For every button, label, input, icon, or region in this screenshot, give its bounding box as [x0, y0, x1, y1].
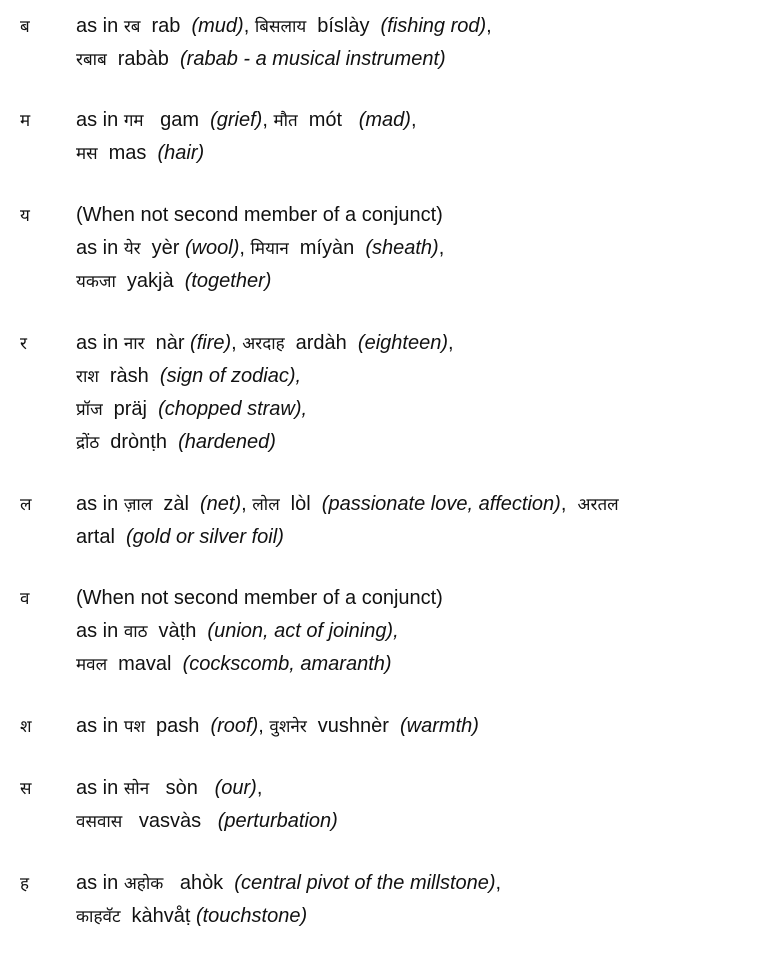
romanized-word: vushnèr — [312, 715, 395, 737]
connector-text: , — [241, 493, 253, 515]
romanized-word: yèr — [146, 237, 185, 259]
gloss-text: (sign of zodiac), — [154, 365, 302, 387]
letter-heading: ब — [20, 17, 30, 37]
devanagari-word: ज़ाल — [123, 495, 158, 515]
devanagari-word: लोल — [252, 495, 286, 515]
connector-text: , — [239, 237, 251, 259]
devanagari-word: गम — [123, 111, 149, 131]
connector-text: , — [495, 872, 502, 894]
example-line — [76, 652, 392, 677]
letter-heading: ल — [20, 495, 32, 515]
connector-text: , — [243, 15, 255, 37]
connector-text: , — [256, 777, 263, 799]
gloss-text: (rabab - a musical instrument) — [174, 48, 446, 70]
connector-text: , — [486, 15, 492, 37]
romanized-word: zàl — [157, 493, 195, 515]
connector-text: as in — [76, 777, 124, 799]
example-line — [76, 586, 443, 610]
gloss-text: (hardened) — [172, 431, 276, 453]
connector-text: , — [258, 715, 270, 737]
gloss-text: (our) — [209, 777, 257, 799]
gloss-text: (perturbation) — [212, 810, 338, 832]
example-line — [76, 47, 446, 72]
devanagari-word: प्रॉज — [76, 400, 109, 420]
devanagari-word: मौत — [273, 111, 304, 131]
devanagari-word: काहवॅट — [76, 907, 126, 927]
gloss-text: (central pivot of the millstone) — [228, 872, 496, 894]
gloss-text: (mad) — [353, 109, 411, 131]
devanagari-word: नार — [123, 334, 151, 354]
connector-text: as in — [76, 109, 124, 131]
devanagari-word: वुशनेर — [269, 717, 313, 737]
romanized-word: artal — [76, 526, 121, 548]
devanagari-word: द्रोंठ — [76, 433, 105, 453]
letter-heading: व — [20, 589, 30, 609]
romanized-word: mót — [303, 109, 354, 131]
romanized-word: gam — [148, 109, 205, 131]
example-line — [76, 776, 262, 801]
example-line — [76, 108, 417, 133]
devanagari-word: पश — [123, 717, 151, 737]
romanized-word: ràsh — [104, 365, 155, 387]
devanagari-word: मस — [76, 144, 104, 164]
gloss-text: (hair) — [151, 142, 205, 164]
romanized-word: ardàh — [290, 332, 353, 354]
gloss-text: (grief) — [204, 109, 263, 131]
romanized-word: kàhvåṭ — [125, 905, 196, 927]
romanized-word: sòn — [154, 777, 210, 799]
example-line — [76, 203, 443, 227]
gloss-text: (fishing rod) — [375, 15, 487, 37]
connector-text: , — [410, 109, 417, 131]
gloss-text: (sheath) — [359, 237, 439, 259]
gloss-text: (together) — [179, 270, 272, 292]
devanagari-word: अरतल — [577, 495, 619, 515]
example-line — [76, 525, 284, 549]
letter-heading: र — [20, 334, 27, 354]
example-line — [76, 14, 492, 39]
romanized-word: maval — [112, 653, 178, 675]
letter-heading: म — [20, 111, 31, 131]
romanized-word: rab — [145, 15, 186, 37]
romanized-word: vasvàs — [127, 810, 213, 832]
romanized-word: rabàb — [112, 48, 175, 70]
romanized-word: pash — [150, 715, 205, 737]
gloss-text: (passionate love, affection) — [316, 493, 561, 515]
romanized-word: mas — [103, 142, 152, 164]
devanagari-word: सोन — [123, 779, 155, 799]
connector-text: as in — [76, 332, 124, 354]
gloss-text: (fire) — [190, 332, 232, 354]
gloss-text: (eighteen) — [352, 332, 448, 354]
letter-heading: य — [20, 206, 30, 226]
gloss-text: (gold or silver foil) — [120, 526, 284, 548]
devanagari-word: रब — [123, 17, 146, 37]
gloss-text: (union, act of joining), — [201, 620, 399, 642]
gloss-text: (cockscomb, amaranth) — [177, 653, 392, 675]
example-line — [76, 492, 619, 517]
romanized-word: nàr — [150, 332, 191, 354]
gloss-text: (net) — [194, 493, 242, 515]
devanagari-word: येर — [123, 239, 147, 259]
gloss-text: (touchstone) — [195, 905, 308, 927]
connector-text: , — [231, 332, 243, 354]
letter-heading: श — [20, 717, 32, 737]
devanagari-word: अरदाह — [242, 334, 291, 354]
example-line — [76, 141, 204, 166]
letter-heading: ह — [20, 874, 30, 894]
connector-text: as in — [76, 620, 124, 642]
devanagari-word: मियान — [250, 239, 295, 259]
romanized-word: yakjà — [121, 270, 180, 292]
connector-text: as in — [76, 237, 124, 259]
connector-text: as in — [76, 715, 124, 737]
gloss-text: (wool) — [184, 237, 240, 259]
devanagari-word: अहोक — [123, 874, 169, 894]
gloss-text: (warmth) — [394, 715, 479, 737]
example-line — [76, 904, 307, 929]
connector-text: (When not second member of a conjunct) — [76, 587, 443, 609]
romanized-word: bíslày — [311, 15, 375, 37]
connector-text: as in — [76, 15, 124, 37]
devanagari-word: रबाब — [76, 50, 113, 70]
gloss-text: (mud) — [185, 15, 244, 37]
romanized-word: ahòk — [168, 872, 229, 894]
devanagari-word: बिसलाय — [254, 17, 312, 37]
example-line — [76, 364, 301, 389]
example-line — [76, 714, 479, 739]
devanagari-word: राश — [76, 367, 105, 387]
devanagari-word: मवल — [76, 655, 113, 675]
example-line — [76, 236, 444, 261]
example-line — [76, 871, 501, 896]
letter-heading: स — [20, 779, 32, 799]
example-line — [76, 619, 399, 644]
romanized-word: vàṭh — [152, 620, 202, 642]
connector-text: , — [447, 332, 454, 354]
gloss-text: (chopped straw), — [152, 398, 308, 420]
romanized-word: präj — [108, 398, 153, 420]
example-line — [76, 397, 307, 422]
romanized-word: drònṭh — [104, 431, 173, 453]
connector-text: , — [438, 237, 445, 259]
romanized-word: míyàn — [294, 237, 360, 259]
devanagari-word: वसवास — [76, 812, 128, 832]
connector-text: , — [560, 493, 578, 515]
connector-text: as in — [76, 872, 124, 894]
connector-text: (When not second member of a conjunct) — [76, 204, 443, 226]
devanagari-word: वाठ — [123, 622, 153, 642]
example-line — [76, 809, 338, 834]
example-line — [76, 430, 276, 455]
romanized-word: lòl — [285, 493, 317, 515]
connector-text: , — [262, 109, 274, 131]
connector-text: as in — [76, 493, 124, 515]
gloss-text: (roof) — [204, 715, 259, 737]
devanagari-word: यकजा — [76, 272, 122, 292]
example-line — [76, 331, 454, 356]
example-line — [76, 269, 271, 294]
